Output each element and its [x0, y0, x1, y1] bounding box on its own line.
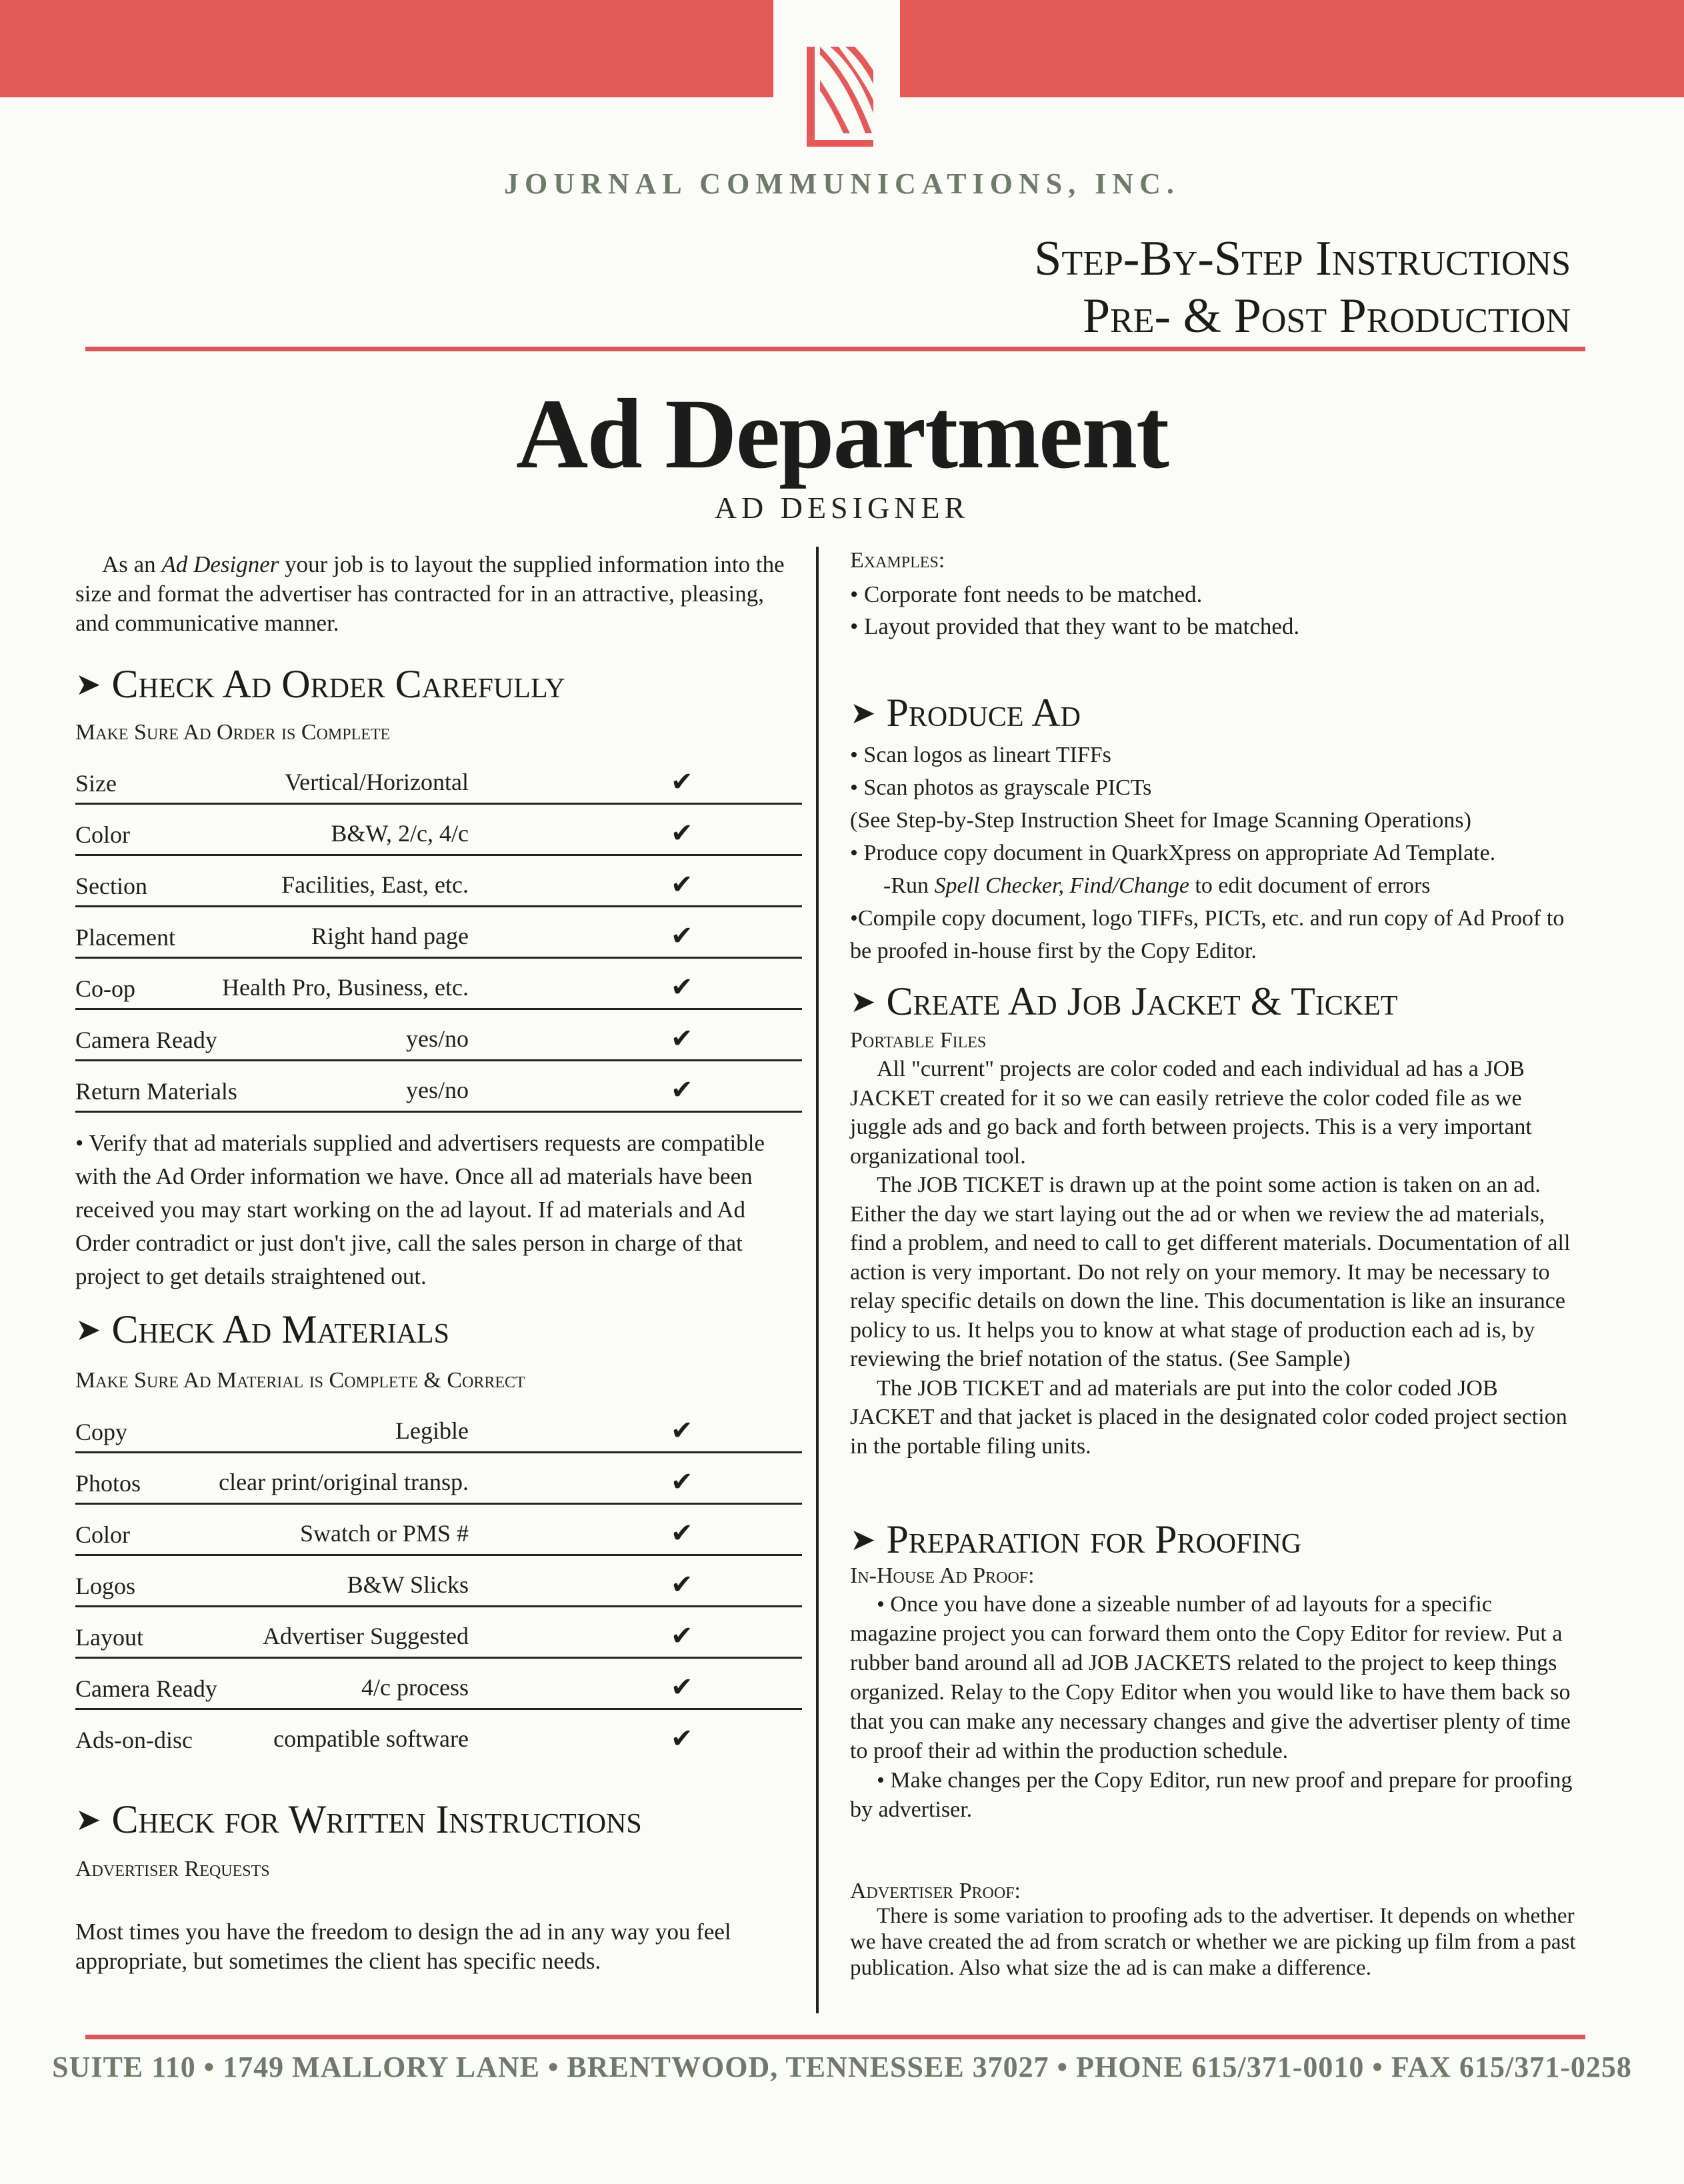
header-divider — [85, 347, 1585, 351]
page-subtitle: AD DESIGNER — [714, 491, 970, 525]
section-heading: Check for Written Instructions — [111, 1797, 642, 1841]
row-value: B&W Slicks — [347, 1571, 469, 1598]
checkmark-icon: ✔ — [671, 1569, 693, 1600]
row-label: Placement — [75, 924, 175, 951]
row-label: Copy — [75, 1419, 128, 1445]
header-band-right — [900, 0, 1684, 97]
page-title: Ad Department — [515, 379, 1168, 489]
footer-address: SUITE 110 • 1749 MALLORY LANE • BRENTWOOD, TENNESSEE 37027 • PHONE 615/371-0010 • FAX 615/371-0258 — [52, 2051, 1632, 2083]
checkmark-icon: ✔ — [671, 1672, 693, 1703]
row-value: Advertiser Suggested — [263, 1623, 469, 1649]
checklist-row — [75, 1402, 802, 1453]
checkmark-icon: ✔ — [671, 921, 693, 951]
list-item: • Produce copy document in QuarkXpress on appropriate Ad Template. — [850, 841, 1496, 865]
checklist-row — [75, 1061, 802, 1113]
run-suffix: to edit document of errors — [1189, 873, 1431, 898]
row-label: Color — [75, 821, 131, 848]
arrowhead-icon: ➤ — [850, 1523, 876, 1557]
row-label: Size — [75, 770, 117, 797]
checklist-row — [75, 805, 802, 856]
row-label: Ads-on-disc — [75, 1727, 193, 1753]
section-heading: Check Ad Materials — [111, 1307, 449, 1351]
row-value: Health Pro, Business, etc. — [222, 974, 469, 1001]
section-subheading: Make Sure Ad Order is Complete — [75, 720, 391, 745]
checklist-row — [75, 1710, 802, 1759]
footer-divider — [85, 2035, 1585, 2039]
checkmark-icon: ✔ — [671, 869, 693, 900]
section-subheading: Make Sure Ad Material is Complete & Correct — [75, 1368, 525, 1393]
list-item: (See Step-by-Step Instruction Sheet for Image Scanning Operations) — [850, 808, 1471, 833]
checklist-row — [75, 1010, 802, 1061]
section-heading: Preparation for Proofing — [886, 1517, 1302, 1561]
row-label: Layout — [75, 1624, 143, 1651]
row-label: Return Materials — [75, 1078, 237, 1105]
arrowhead-icon: ➤ — [75, 1313, 101, 1347]
checklist-row — [75, 959, 802, 1010]
section-produce-ad — [850, 690, 1081, 736]
arrowhead-icon: ➤ — [850, 696, 876, 730]
document-title-line1: Step-By-Step Instructions — [1034, 231, 1571, 286]
checkmark-icon: ✔ — [671, 767, 693, 797]
checkmark-icon: ✔ — [671, 1518, 693, 1549]
produce-ad-steps — [850, 739, 1577, 967]
paragraph: • Once you have done a sizeable number of ad layouts for a specific magazine project you can forward them onto the Copy Editor for review. Put a rubber band around all ad JOB JACKETS related to the project to keep things organized. Relay to the Copy Editor when you would like to have them back so that you can make any necessary changes and give the advertiser plenty of time to proof their ad within the production schedule. — [850, 1592, 1571, 1763]
written-instructions-text: Most times you have the freedom to design the ad in any way you feel appropriate, but sometimes the client has specific needs. — [75, 1919, 731, 1974]
list-item: • Scan photos as grayscale PICTs — [850, 775, 1152, 800]
section-check-ad-materials — [75, 1307, 449, 1353]
checklist-row — [75, 1659, 802, 1710]
row-value: Right hand page — [311, 923, 469, 949]
advertiser-proof-text: There is some variation to proofing ads to the advertiser. It depends on whether we have created the ad from scratch or whether we are picking up film from a past publication. Also what size the ad is can make a difference. — [850, 1904, 1576, 1980]
paragraph: All "current" projects are color coded and each individual ad has a JOB JACKET created for it so we can easily retrieve the color coded file as we juggle ads and go back and forth between projects. This is a very important organizational tool. — [850, 1057, 1532, 1169]
paragraph: • Make changes per the Copy Editor, run new proof and prepare for proofing by advertiser. — [850, 1768, 1573, 1822]
section-subheading: Portable Files — [850, 1028, 987, 1053]
checkmark-icon: ✔ — [671, 1621, 693, 1651]
checkmark-icon: ✔ — [671, 1075, 693, 1105]
section-subheading: Advertiser Requests — [75, 1857, 270, 1881]
section-written-instructions — [75, 1797, 642, 1843]
intro-role: Ad Designer — [161, 551, 279, 577]
checkmark-icon: ✔ — [671, 1415, 693, 1446]
section-heading: Create Ad Job Jacket & Ticket — [886, 979, 1398, 1023]
arrowhead-icon: ➤ — [75, 1803, 101, 1837]
paragraph: The JOB TICKET is drawn up at the point some action is taken on an ad. Either the day we start laying out the ad or when we review the ad materials, find a problem, and need to call to get different materials. Documentation of all action is very important. Do not rely on your memory. It may be necessary to relay specific details on down the line. This documentation is like an insurance policy to us. It helps you to know at what stage of production each ad is, by reviewing the brief notation of the status. (See Sample) — [850, 1173, 1571, 1371]
arrowhead-icon: ➤ — [75, 667, 101, 701]
checkmark-icon: ✔ — [671, 1467, 693, 1497]
document-title-line2: Pre- & Post Production — [1082, 289, 1571, 343]
checklist-row — [75, 1556, 802, 1607]
paragraph: The JOB TICKET and ad materials are put into the color coded JOB JACKET and that jacket is placed in the designated color coded project section in the portable filing units. — [850, 1375, 1567, 1459]
list-item: • Scan logos as lineart TIFFs — [850, 743, 1111, 767]
run-tools: Spell Checker, Find/Change — [934, 873, 1189, 898]
row-label: Camera Ready — [75, 1675, 217, 1702]
checklist-row — [75, 1607, 802, 1659]
row-label: Co-op — [75, 975, 135, 1002]
row-label: Logos — [75, 1573, 135, 1599]
ad-materials-checklist — [75, 1402, 802, 1759]
advertiser-proof-heading: Advertiser Proof: — [850, 1879, 1021, 1903]
header-band-left — [0, 0, 773, 97]
row-value: Legible — [395, 1417, 469, 1444]
row-value: yes/no — [406, 1025, 469, 1052]
intro-text: your job is to layout the supplied information into the size and format the advertiser has contracted for in an attractive, pleasing, and communicative manner. — [75, 551, 785, 636]
row-value: 4/c process — [361, 1674, 469, 1701]
column-divider — [816, 547, 819, 2013]
ad-order-checklist — [75, 753, 802, 1113]
checklist-row — [75, 753, 802, 805]
list-item: • Corporate font needs to be matched. — [850, 581, 1203, 607]
row-label: Color — [75, 1521, 131, 1548]
row-value: Swatch or PMS # — [299, 1520, 469, 1547]
company-logo-icon — [793, 40, 880, 153]
row-value: Vertical/Horizontal — [285, 769, 469, 795]
examples-list — [850, 579, 1577, 643]
run-prefix: -Run — [883, 873, 935, 898]
row-value: B&W, 2/c, 4/c — [331, 820, 469, 847]
job-jacket-text — [850, 1055, 1577, 1461]
row-value: clear print/original transp. — [219, 1469, 469, 1495]
verify-note: • Verify that ad materials supplied and advertisers requests are compatible with the Ad Order information we have. Once all ad materials have been received you may start working on the ad layout. If ad materials and Ad Order contradict or just don't jive, call the sales person in charge of that project to get details straightened out. — [75, 1130, 765, 1289]
row-value: yes/no — [406, 1077, 469, 1103]
intro-paragraph — [75, 550, 802, 638]
company-name: JOURNAL COMMUNICATIONS, INC. — [504, 167, 1180, 200]
document-title — [1034, 230, 1571, 345]
section-heading: Check Ad Order Carefully — [111, 662, 565, 706]
inhouse-proof-heading: In-House Ad Proof: — [850, 1563, 1035, 1588]
section-check-ad-order — [75, 661, 565, 707]
list-item: • Layout provided that they want to be matched. — [850, 613, 1300, 639]
arrowhead-icon: ➤ — [850, 985, 876, 1019]
checklist-row — [75, 1453, 802, 1505]
section-heading: Produce Ad — [886, 691, 1081, 735]
examples-heading: Examples: — [850, 548, 945, 573]
checklist-row — [75, 907, 802, 959]
checkmark-icon: ✔ — [671, 818, 693, 849]
checklist-row — [75, 1505, 802, 1556]
row-value: compatible software — [273, 1725, 469, 1752]
row-label: Section — [75, 873, 147, 899]
list-item: •Compile copy document, logo TIFFs, PICTs, etc. and run copy of Ad Proof to be proofed in-house first by the Copy Editor. — [850, 906, 1565, 963]
checklist-row — [75, 856, 802, 907]
section-job-jacket — [850, 979, 1397, 1025]
row-value: Facilities, East, etc. — [281, 871, 469, 898]
intro-prefix: As an — [102, 551, 162, 577]
section-proofing — [850, 1517, 1301, 1563]
checkmark-icon: ✔ — [671, 1723, 693, 1754]
inhouse-proof-text — [850, 1590, 1577, 1825]
checkmark-icon: ✔ — [671, 972, 693, 1003]
row-label: Photos — [75, 1470, 141, 1497]
checkmark-icon: ✔ — [671, 1023, 693, 1054]
list-item — [850, 869, 1577, 902]
row-label: Camera Ready — [75, 1027, 217, 1053]
